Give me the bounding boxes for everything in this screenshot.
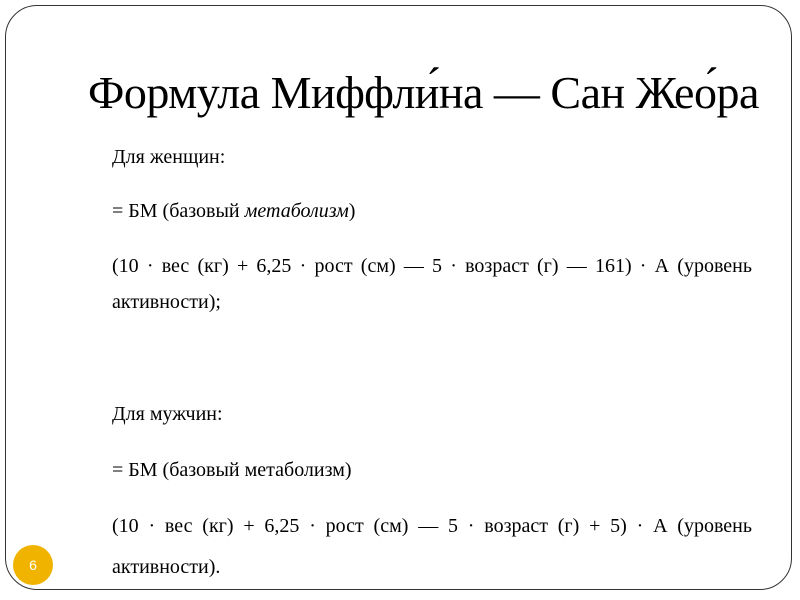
bm-suffix: ) [348,200,356,222]
slide-title: Формула Миффли́на — Сан Жео́ра [88,67,759,118]
men-bm-definition: = БМ (базовый метаболизм) [112,459,352,481]
bm-prefix: = БМ (базовый [112,200,245,222]
men-heading: Для мужчин: [112,403,223,425]
bm-italic: метаболизм [244,200,349,222]
women-formula-line2: активности); [112,291,221,313]
women-formula-line1: (10 · вес (кг) + 6,25 · рост (см) — 5 · возраст (г) — 161) · А (уровень [112,255,752,277]
men-formula-line1: (10 · вес (кг) + 6,25 · рост (см) — 5 · возраст (г) + 5) · А (уровень [112,515,752,537]
men-formula-line2: активности). [112,556,221,578]
women-heading: Для женщин: [112,146,226,168]
women-bm-definition [112,200,752,223]
page-number-badge: 6 [13,545,53,585]
